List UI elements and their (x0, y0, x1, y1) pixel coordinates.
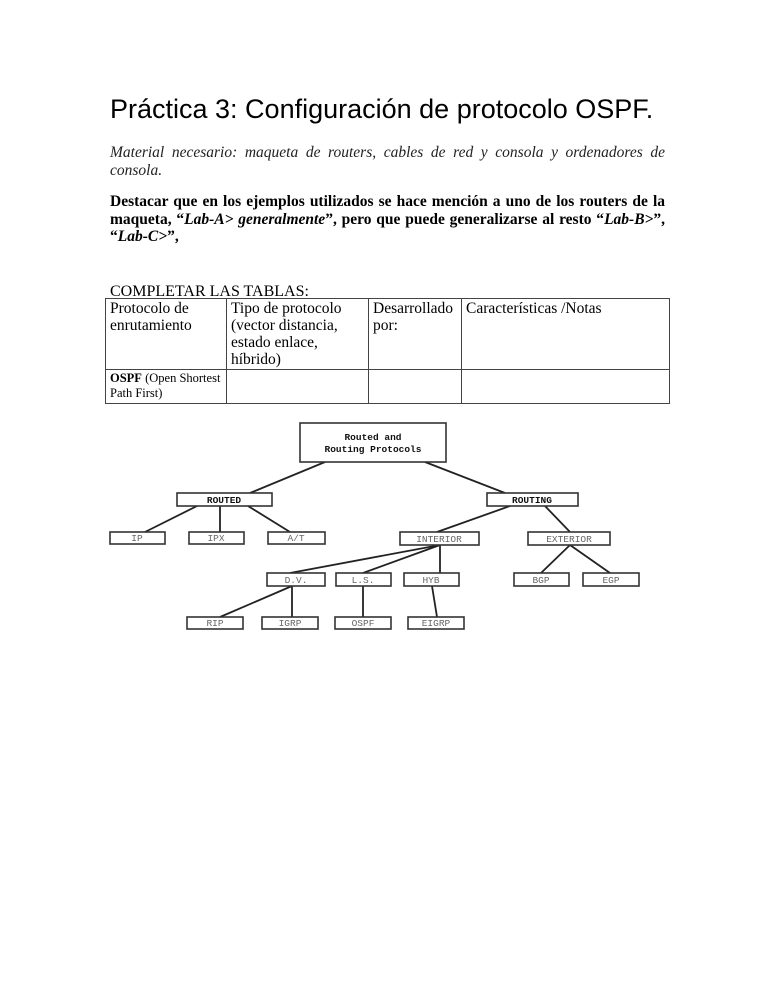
note-text: Destacar que en los ejemplos utilizados se hace mención a uno de los routers de la maqueta, “ (110, 193, 665, 228)
protocol-fullname: (Open Shortest Path First) (110, 371, 221, 400)
node-label: EXTERIOR (546, 534, 592, 545)
complete-tables-label: COMPLETAR LAS TABLAS: (110, 283, 309, 300)
node-at (268, 532, 325, 544)
node-label: HYB (422, 575, 440, 586)
note-italic: Lab-B> (604, 210, 654, 228)
node-routing (487, 493, 578, 506)
node-label: Routed and (344, 432, 402, 443)
header-cell: Protocolo de enrutamiento (106, 299, 227, 370)
node-interior (400, 532, 479, 545)
material-paragraph: Material necesario: maqueta de routers, cables de red y consola y ordenadores de consola. (110, 144, 665, 179)
node-label: EIGRP (421, 618, 451, 629)
node-label: A/T (287, 533, 305, 544)
node-label: EGP (602, 575, 620, 586)
note-text: ”, (167, 228, 179, 245)
node-label: D.V. (284, 575, 308, 586)
node-root (300, 423, 446, 462)
node-label: L.S. (351, 575, 375, 586)
node-label: Routing Protocols (324, 444, 422, 455)
node-label: ROUTING (512, 495, 552, 506)
page-title: Práctica 3: Configuración de protocolo OSPF. (110, 94, 654, 124)
node-ipx (189, 532, 244, 544)
node-exterior (528, 532, 610, 545)
node-label: ROUTED (206, 495, 242, 506)
note-italic: Lab-A> generalmente (184, 210, 326, 228)
note-text: ”, pero que puede generalizarse al resto “ (325, 210, 605, 228)
header-cell: Tipo de protocolo (vector distancia, estado enlace, híbrido) (227, 299, 369, 370)
node-label: INTERIOR (416, 534, 462, 545)
node-label: BGP (532, 575, 550, 586)
node-label: RIP (206, 618, 224, 629)
node-ip (110, 532, 165, 544)
note-text: ”, “ (110, 210, 665, 245)
protocol-name: OSPF (110, 371, 142, 385)
node-ospf (335, 617, 391, 629)
header-cell: Características /Notas (462, 299, 670, 370)
node-label: IPX (207, 533, 225, 544)
node-routed (177, 493, 272, 506)
node-bgp (514, 573, 569, 586)
node-eigrp (408, 617, 464, 629)
node-label: OSPF (351, 618, 375, 629)
note-italic: Lab-C> (117, 228, 168, 245)
header-cell: Desarrollado por: (369, 299, 462, 370)
node-egp (583, 573, 639, 586)
node-rip (187, 617, 243, 629)
node-dv (267, 573, 325, 586)
node-label: IGRP (278, 618, 302, 629)
node-ls (336, 573, 391, 586)
node-igrp (262, 617, 318, 629)
node-label: IP (131, 533, 143, 544)
node-hyb (404, 573, 459, 586)
